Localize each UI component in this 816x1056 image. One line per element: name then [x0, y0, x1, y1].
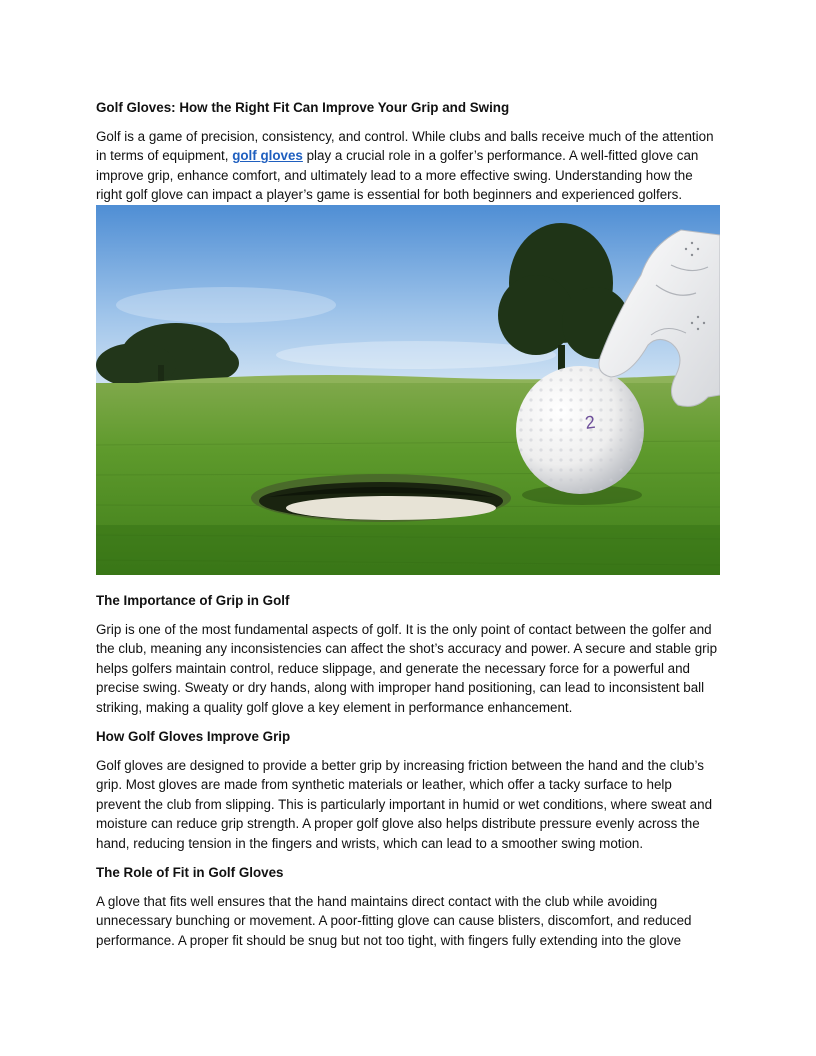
intro-text-end: play a crucial role in a golfer’s performance. A well-fitted glove can improve grip, enhance comfort, and ultimately lead to a more effective swing. Understanding how the right golf glove can impact a player’s game is essential for both beginners and experienced golfers. — [96, 148, 699, 203]
section-heading-importance: The Importance of Grip in Golf — [96, 593, 290, 608]
section-body-how-gloves-improve: Golf gloves are designed to provide a better grip by increasing friction between the hand and the club’s grip. Most gloves are made from synthetic materials or leather, which offer a tacky surface to help prevent the club from slipping. This is particularly important in humid or wet conditions, where sweat and moisture can reduce grip strength. A proper golf glove also helps distribute pressure evenly across the hand, reducing tension in the fingers and wrists, which can lead to a smoother swing motion. — [96, 758, 713, 851]
ball-number: 2 — [583, 411, 597, 433]
golf-image — [96, 205, 720, 575]
golf-gloves-link[interactable]: golf gloves — [232, 148, 303, 164]
document-page — [96, 98, 720, 960]
article-title: Golf Gloves: How the Right Fit Can Improve Your Grip and Swing — [96, 100, 510, 115]
section-body-importance: Grip is one of the most fundamental aspects of golf. It is the only point of contact between the golfer and the club, meaning any inconsistencies can affect the shot’s accuracy and power. A secure and stable grip helps golfers maintain control, reduce slippage, and generate the necessary force for a powerful and precise swing. Sweaty or dry hands, along with improper hand positioning, can lead to inconsistent ball striking, making a quality golf glove a key element in performance enhancement. — [96, 622, 718, 715]
section-heading-role-of-fit: The Role of Fit in Golf Gloves — [96, 865, 284, 881]
intro-paragraph — [96, 127, 720, 205]
section-heading-how-gloves-improve: How Golf Gloves Improve Grip — [96, 729, 291, 745]
section-body-role-of-fit: A glove that fits well ensures that the hand maintains direct contact with the club while avoiding unnecessary bunching or movement. A poor-fitting glove can cause blisters, discomfort, and reduced performance. A proper fit should be snug but not too tight, with fingers fully extending into the glove — [96, 894, 692, 948]
golf-hole — [251, 474, 511, 522]
intro-text-start: Golf is a game of precision, consistency, and control. While clubs and balls receive much of the attention in terms of equipment, — [96, 129, 714, 164]
